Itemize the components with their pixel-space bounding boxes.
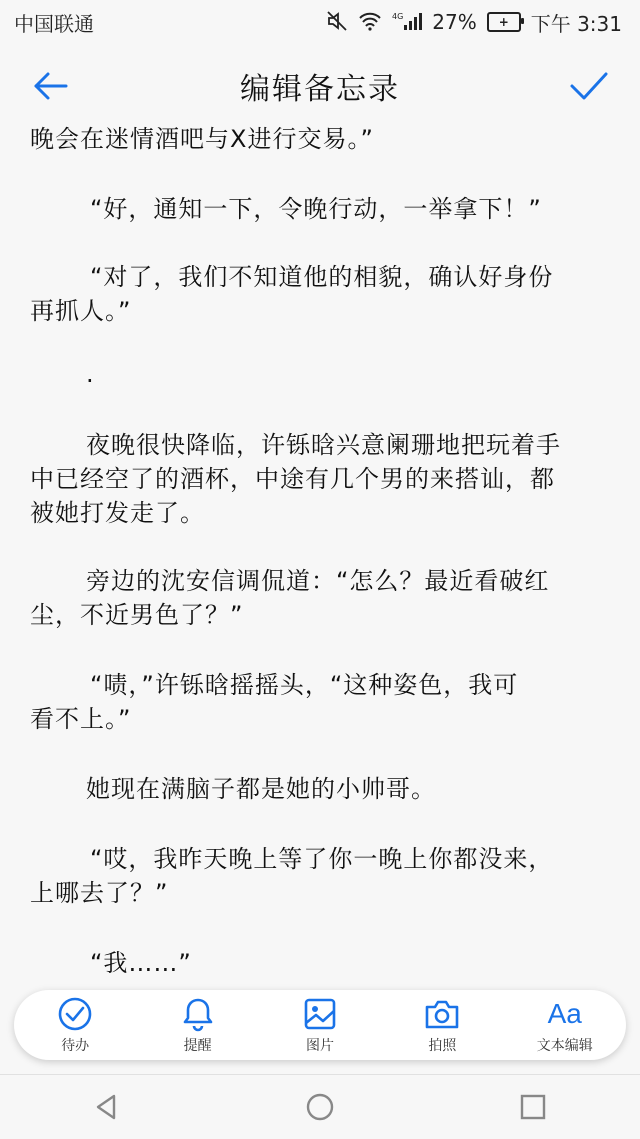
mute-icon bbox=[326, 10, 348, 35]
memo-line: “对了，我们不知道他的相貌，确认好身份 bbox=[90, 263, 554, 291]
memo-line: 看不上。” bbox=[30, 705, 132, 733]
memo-line: “啧，”许铄晗摇摇头，“这种姿色，我可 bbox=[90, 671, 519, 699]
memo-line: 上哪去了？” bbox=[30, 879, 169, 907]
reminder-label: 提醒 bbox=[183, 1038, 212, 1054]
editor-toolbar bbox=[14, 990, 626, 1060]
memo-line: “我……” bbox=[90, 949, 192, 977]
nav-recents-icon bbox=[519, 1093, 547, 1121]
wifi-icon bbox=[358, 11, 382, 34]
carrier-label: 中国联通 bbox=[14, 11, 94, 36]
memo-line: 再抓人。” bbox=[30, 297, 132, 325]
camera-icon bbox=[423, 997, 461, 1031]
reminder-button[interactable] bbox=[143, 990, 253, 1060]
signal-icon bbox=[392, 11, 422, 34]
nav-recents-button[interactable] bbox=[503, 1077, 563, 1137]
memo-editor[interactable] bbox=[0, 120, 640, 986]
battery-percent: 27% bbox=[432, 10, 477, 34]
memo-line: “好，通知一下，令晚行动，一举拿下！” bbox=[90, 195, 542, 223]
image-icon bbox=[303, 997, 337, 1031]
clock: 下午 3:31 bbox=[530, 11, 622, 36]
image-label: 图片 bbox=[305, 1038, 334, 1054]
memo-line: 她现在满脑子都是她的小帅哥。 bbox=[86, 775, 436, 803]
back-button[interactable] bbox=[30, 66, 70, 106]
system-nav-bar bbox=[0, 1074, 640, 1139]
text-format-icon: Aa bbox=[547, 998, 582, 1029]
page-title: 编辑备忘录 bbox=[240, 72, 400, 107]
memo-line: 旁边的沈安信调侃道：“怎么？最近看破红 bbox=[86, 567, 550, 595]
camera-button[interactable] bbox=[387, 990, 497, 1060]
nav-home-icon bbox=[305, 1092, 335, 1122]
camera-label: 拍照 bbox=[428, 1038, 457, 1054]
nav-back-button[interactable] bbox=[77, 1077, 137, 1137]
image-button[interactable] bbox=[265, 990, 375, 1060]
todo-label: 待办 bbox=[61, 1038, 90, 1054]
todo-button[interactable] bbox=[20, 990, 130, 1060]
memo-line: · bbox=[86, 367, 95, 395]
checkmark-icon bbox=[568, 66, 610, 106]
check-circle-icon bbox=[57, 996, 93, 1032]
text-format-button[interactable] bbox=[510, 990, 620, 1060]
text-format-label: 文本编辑 bbox=[536, 1038, 593, 1054]
status-icons bbox=[326, 8, 622, 37]
memo-line: 晚会在迷情酒吧与X进行交易。” bbox=[30, 125, 374, 153]
nav-back-icon bbox=[92, 1092, 122, 1122]
network-label: 4G bbox=[392, 11, 404, 21]
back-arrow-icon bbox=[30, 66, 70, 106]
memo-line: 尘，不近男色了？” bbox=[30, 601, 244, 629]
confirm-button[interactable] bbox=[568, 66, 610, 106]
memo-line: 中已经空了的酒杯，中途有几个男的来搭讪，都 bbox=[30, 465, 555, 493]
app-header bbox=[0, 44, 640, 128]
bell-icon bbox=[181, 996, 215, 1032]
memo-line: 被她打发走了。 bbox=[30, 499, 205, 527]
memo-line: “哎，我昨天晚上等了你一晚上你都没来， bbox=[90, 845, 554, 873]
battery-icon: + bbox=[487, 12, 521, 32]
status-bar bbox=[0, 0, 640, 44]
nav-home-button[interactable] bbox=[290, 1077, 350, 1137]
memo-line: 夜晚很快降临，许铄晗兴意阑珊地把玩着手 bbox=[86, 431, 561, 459]
